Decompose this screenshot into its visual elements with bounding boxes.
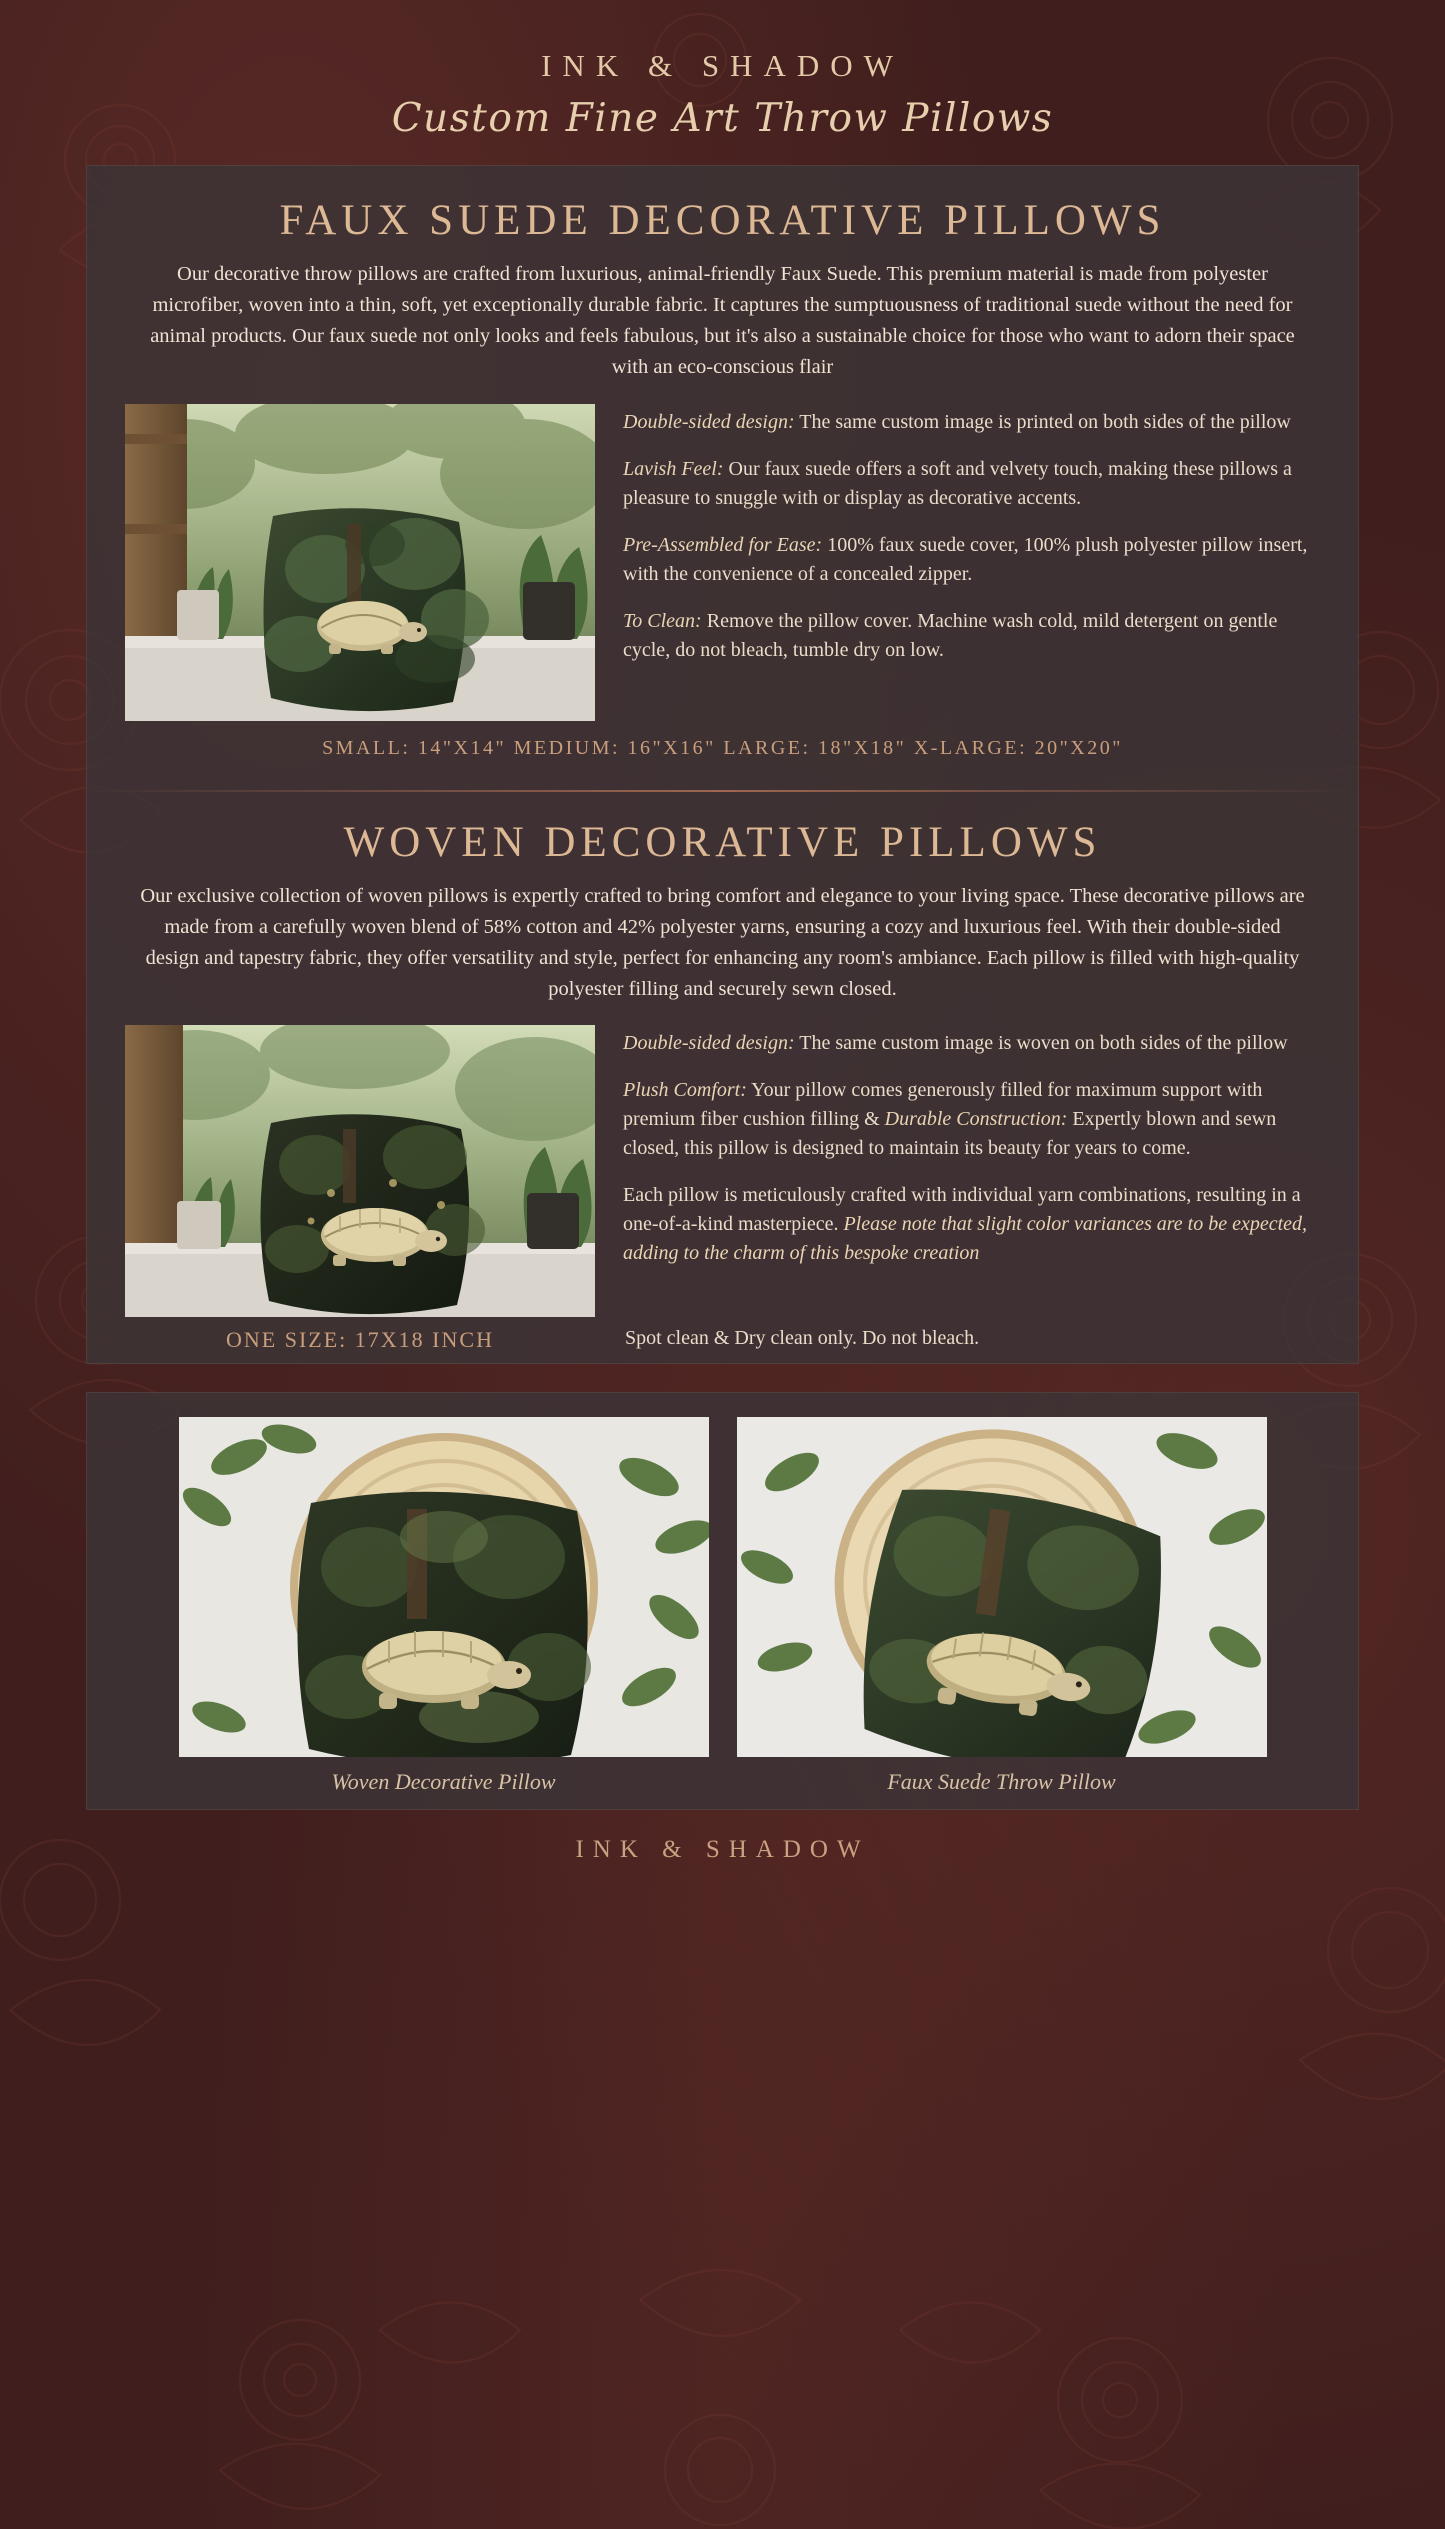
gallery-item-faux-suede bbox=[737, 1417, 1267, 1795]
section-title-faux-suede: FAUX SUEDE DECORATIVE PILLOWS bbox=[279, 197, 1166, 244]
faux-suede-basket-image bbox=[737, 1417, 1267, 1757]
woven-clean-note: Spot clean & Dry clean only. Do not bleach. bbox=[625, 1327, 980, 1350]
feature-yarn-variance: Each pillow is meticulously crafted with individual yarn combinations, resulting in a one-of-a-kind masterpiece. Please note that slight color variances are to be expected, adding to the charm of this bespoke creation bbox=[623, 1184, 1308, 1265]
faux-suede-features bbox=[623, 404, 1320, 683]
feature-double-sided: Double-sided design: The same custom image is printed on both sides of the pillow bbox=[623, 410, 1291, 433]
feature-woven-double-sided: Double-sided design: The same custom image is woven on both sides of the pillow bbox=[623, 1032, 1288, 1055]
gallery-item-woven bbox=[179, 1417, 709, 1795]
brand-tagline: Custom Fine Art Throw Pillows bbox=[391, 96, 1054, 141]
brand-title: INK & SHADOW bbox=[541, 48, 904, 83]
section-intro-woven: Our exclusive collection of woven pillows is expertly crafted to bring comfort and elegance to your living space. These decorative pillows are made from a carefully woven blend of 58% cotton and 42% polyester yarns, ensuring a cozy and luxurious feel. With their double-sided design and tapestry fabric, they offer versatility and style, perfect for enhancing any room's ambiance. Each pillow is filled with high-quality polyester filling and securely sewn closed. bbox=[140, 884, 1305, 1001]
faux-suede-pillow-image bbox=[125, 404, 595, 721]
section-woven bbox=[87, 792, 1358, 1364]
woven-photo-col bbox=[125, 1025, 595, 1317]
section-title-woven: WOVEN DECORATIVE PILLOWS bbox=[343, 818, 1102, 866]
page-header bbox=[0, 0, 1445, 141]
gallery-panel bbox=[86, 1392, 1359, 1810]
gallery-caption-faux-suede: Faux Suede Throw Pillow bbox=[887, 1769, 1116, 1795]
feature-plush-comfort: Plush Comfort: Your pillow comes generously filled for maximum support with premium fiber cushion filling & Durable Construction: Expertly blown and sewn closed, this pillow is designed to maintain its beauty for years to come. bbox=[623, 1079, 1277, 1160]
faux-suede-photo-col bbox=[125, 404, 595, 721]
section-faux-suede bbox=[87, 166, 1358, 780]
section-intro-faux-suede: Our decorative throw pillows are crafted from luxurious, animal-friendly Faux Suede. This premium material is made from polyester microfiber, woven into a thin, soft, yet exceptionally durable fabric. It captures the sumptuousness of traditional suede without the need for animal products. Our faux suede not only looks and feels fabulous, but it's also a sustainable choice for those who want to adorn their space with an eco-conscious flair bbox=[150, 263, 1295, 379]
woven-size-label: ONE SIZE: 17X18 INCH bbox=[226, 1327, 494, 1353]
gallery-caption-woven: Woven Decorative Pillow bbox=[331, 1769, 556, 1795]
footer-brand: INK & SHADOW bbox=[575, 1836, 870, 1864]
feature-lavish-feel: Lavish Feel: Our faux suede offers a soft and velvety touch, making these pillows a pleasure to snuggle with or display as decorative accents. bbox=[623, 457, 1292, 509]
woven-features bbox=[623, 1025, 1320, 1286]
woven-basket-image bbox=[179, 1417, 709, 1757]
faux-suede-size-list: SMALL: 14"X14" MEDIUM: 16"X16" LARGE: 18"X18" X-LARGE: 20"X20" bbox=[322, 736, 1123, 759]
woven-pillow-image bbox=[125, 1025, 595, 1317]
info-panel bbox=[86, 165, 1359, 1364]
feature-pre-assembled: Pre-Assembled for Ease: 100% faux suede cover, 100% plush polyester pillow insert, with the convenience of a concealed zipper. bbox=[623, 533, 1308, 585]
feature-to-clean: To Clean: Remove the pillow cover. Machine wash cold, mild detergent on gentle cycle, do not bleach, tumble dry on low. bbox=[623, 609, 1278, 661]
